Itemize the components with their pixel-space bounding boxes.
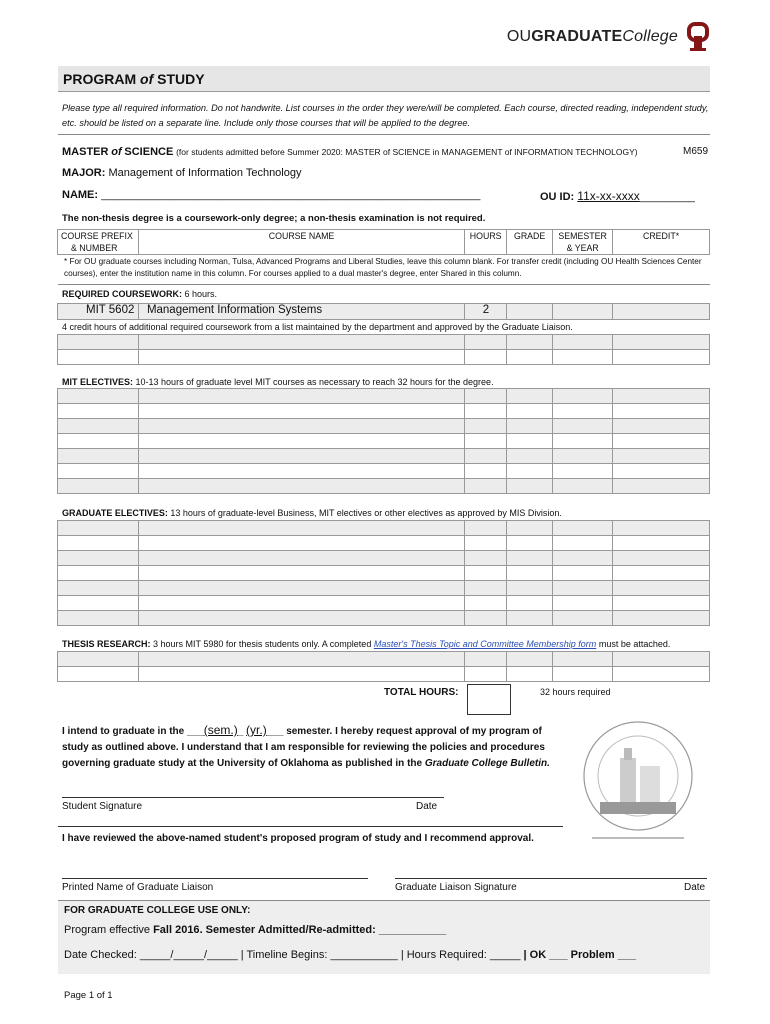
graduate-electives-table[interactable] <box>57 520 710 626</box>
course-table-header: COURSE PREFIX & NUMBER COURSE NAME HOURS GRADE SEMESTER & YEAR CREDIT* <box>57 229 710 255</box>
college-brand <box>507 28 678 46</box>
required-course-prefix[interactable]: MIT 5602 <box>58 304 139 320</box>
required-course-table[interactable] <box>57 303 710 320</box>
brand-graduate: GRADUATE <box>531 28 623 45</box>
required-extra-rows[interactable] <box>57 334 710 365</box>
student-signature-line[interactable] <box>62 797 444 798</box>
degree-line: MASTER of SCIENCE (for students admitted before Summer 2020: MASTER of SCIENCE in MANAGEMENT of INFORMATION TECHNOLOGY) <box>62 146 638 158</box>
ou-logo-icon <box>686 22 710 52</box>
review-statement: I have reviewed the above-named student's proposed program of study and I recommend approval. <box>62 833 534 844</box>
brand-ou: OU <box>506 28 532 45</box>
instructions: Please type all required information. Do not handwrite. List courses in the order they were/will be completed. Each course, directed reading, independent study, etc. should be listed on a separate line. Include only those courses that will be applied to the degree. <box>62 103 709 128</box>
major-value: Management of Information Technology <box>108 167 302 179</box>
liaison-name-line[interactable] <box>62 878 368 879</box>
office-check-line <box>64 949 706 961</box>
required-coursework-label: REQUIRED COURSEWORK: 6 hours. <box>62 289 218 299</box>
liaison-signature-line[interactable] <box>395 878 707 879</box>
non-thesis-note: The non-thesis degree is a coursework-only degree; a non-thesis examination is not required. <box>62 213 486 224</box>
form-title: PROGRAM of STUDY <box>63 71 205 87</box>
mit-electives-table[interactable] <box>57 388 710 494</box>
divider <box>58 826 563 827</box>
date-checked-field[interactable]: Date Checked: _____/_____/_____ <box>64 949 238 961</box>
graduate-college-seal-icon <box>578 718 698 848</box>
thesis-form-link[interactable]: Master's Thesis Topic and Committee Membership form <box>373 639 597 649</box>
required-note: 4 credit hours of additional required coursework from a list maintained by the department and approved by the Graduate Liaison. <box>62 322 573 332</box>
credit-footnote: * For OU graduate courses including Norman, Tulsa, Advanced Programs and Liberal Studies, leave this column blank. For transfer credit (including OU Health Sciences Center courses), enter the institution name in this column. For courses applied to a dual master's degree, enter Shared in this column. <box>64 257 702 278</box>
graduate-electives-label: GRADUATE ELECTIVES: 13 hours of graduate-level Business, MIT electives or other electives as approved by MIS Division. <box>62 508 562 518</box>
required-course-name[interactable]: Management Information Systems <box>138 304 464 320</box>
brand-college: College <box>622 28 678 45</box>
year-field[interactable]: (yr.) <box>246 723 267 737</box>
ou-id-field[interactable]: OU ID: 11x-xx-xxxx_________ <box>540 189 695 203</box>
semester-field[interactable]: (sem.) <box>203 723 238 737</box>
degree-code: M659 <box>682 146 708 157</box>
divider <box>58 134 710 135</box>
name-field[interactable]: NAME: ______________________________________________________________ <box>62 189 481 201</box>
student-date-label: Date <box>416 801 438 812</box>
thesis-table[interactable] <box>57 651 710 682</box>
ok-problem-field[interactable]: | OK ___ Problem ___ <box>523 949 637 961</box>
divider <box>58 284 710 285</box>
thesis-research-label: THESIS RESEARCH: 3 hours MIT 5980 for thesis students only. A completed Master's Thesis Topic and Committee Membership form must be attached. <box>62 639 671 649</box>
page-number: Page 1 of 1 <box>64 990 113 1001</box>
student-signature-label: Student Signature <box>62 801 143 812</box>
required-course-hours[interactable]: 2 <box>465 304 507 320</box>
timeline-field[interactable]: | Timeline Begins: ___________ <box>240 949 398 961</box>
major-line: MAJOR: Management of Information Technology <box>62 167 302 179</box>
total-hours-box[interactable] <box>467 684 511 715</box>
program-effective-line: Program effective Fall 2016. Semester Admitted/Re-admitted: ___________ <box>64 924 447 936</box>
mit-electives-label: MIT ELECTIVES: 10-13 hours of graduate level MIT courses as necessary to reach 32 hours for the degree. <box>62 377 494 387</box>
form-title-bar <box>58 66 710 92</box>
graduation-intent: I intend to graduate in the ___(sem.)_ (yr.)___ semester. I hereby request approval of my program of study as outlined above. I understand that I am responsible for reviewing the policies and procedures governing graduate study at the University of Oklahoma as published in the Graduate College Bulletin. <box>62 723 550 769</box>
ou-id-value: 11x-xx-xxxx <box>577 189 640 203</box>
liaison-date-label: Date <box>684 882 706 893</box>
hours-required-field[interactable]: | Hours Required: _____ <box>400 949 521 961</box>
degree-note: (for students admitted before Summer 2020: MASTER of SCIENCE in MANAGEMENT of INFORMATION TECHNOLOGY) <box>176 147 638 157</box>
liaison-name-label: Printed Name of Graduate Liaison <box>62 882 214 893</box>
total-hours-label: TOTAL HOURS: <box>384 687 459 698</box>
office-use-title: FOR GRADUATE COLLEGE USE ONLY: <box>64 905 251 916</box>
liaison-signature-label: Graduate Liaison Signature <box>395 882 517 893</box>
hours-required-note: 32 hours required <box>540 687 611 697</box>
